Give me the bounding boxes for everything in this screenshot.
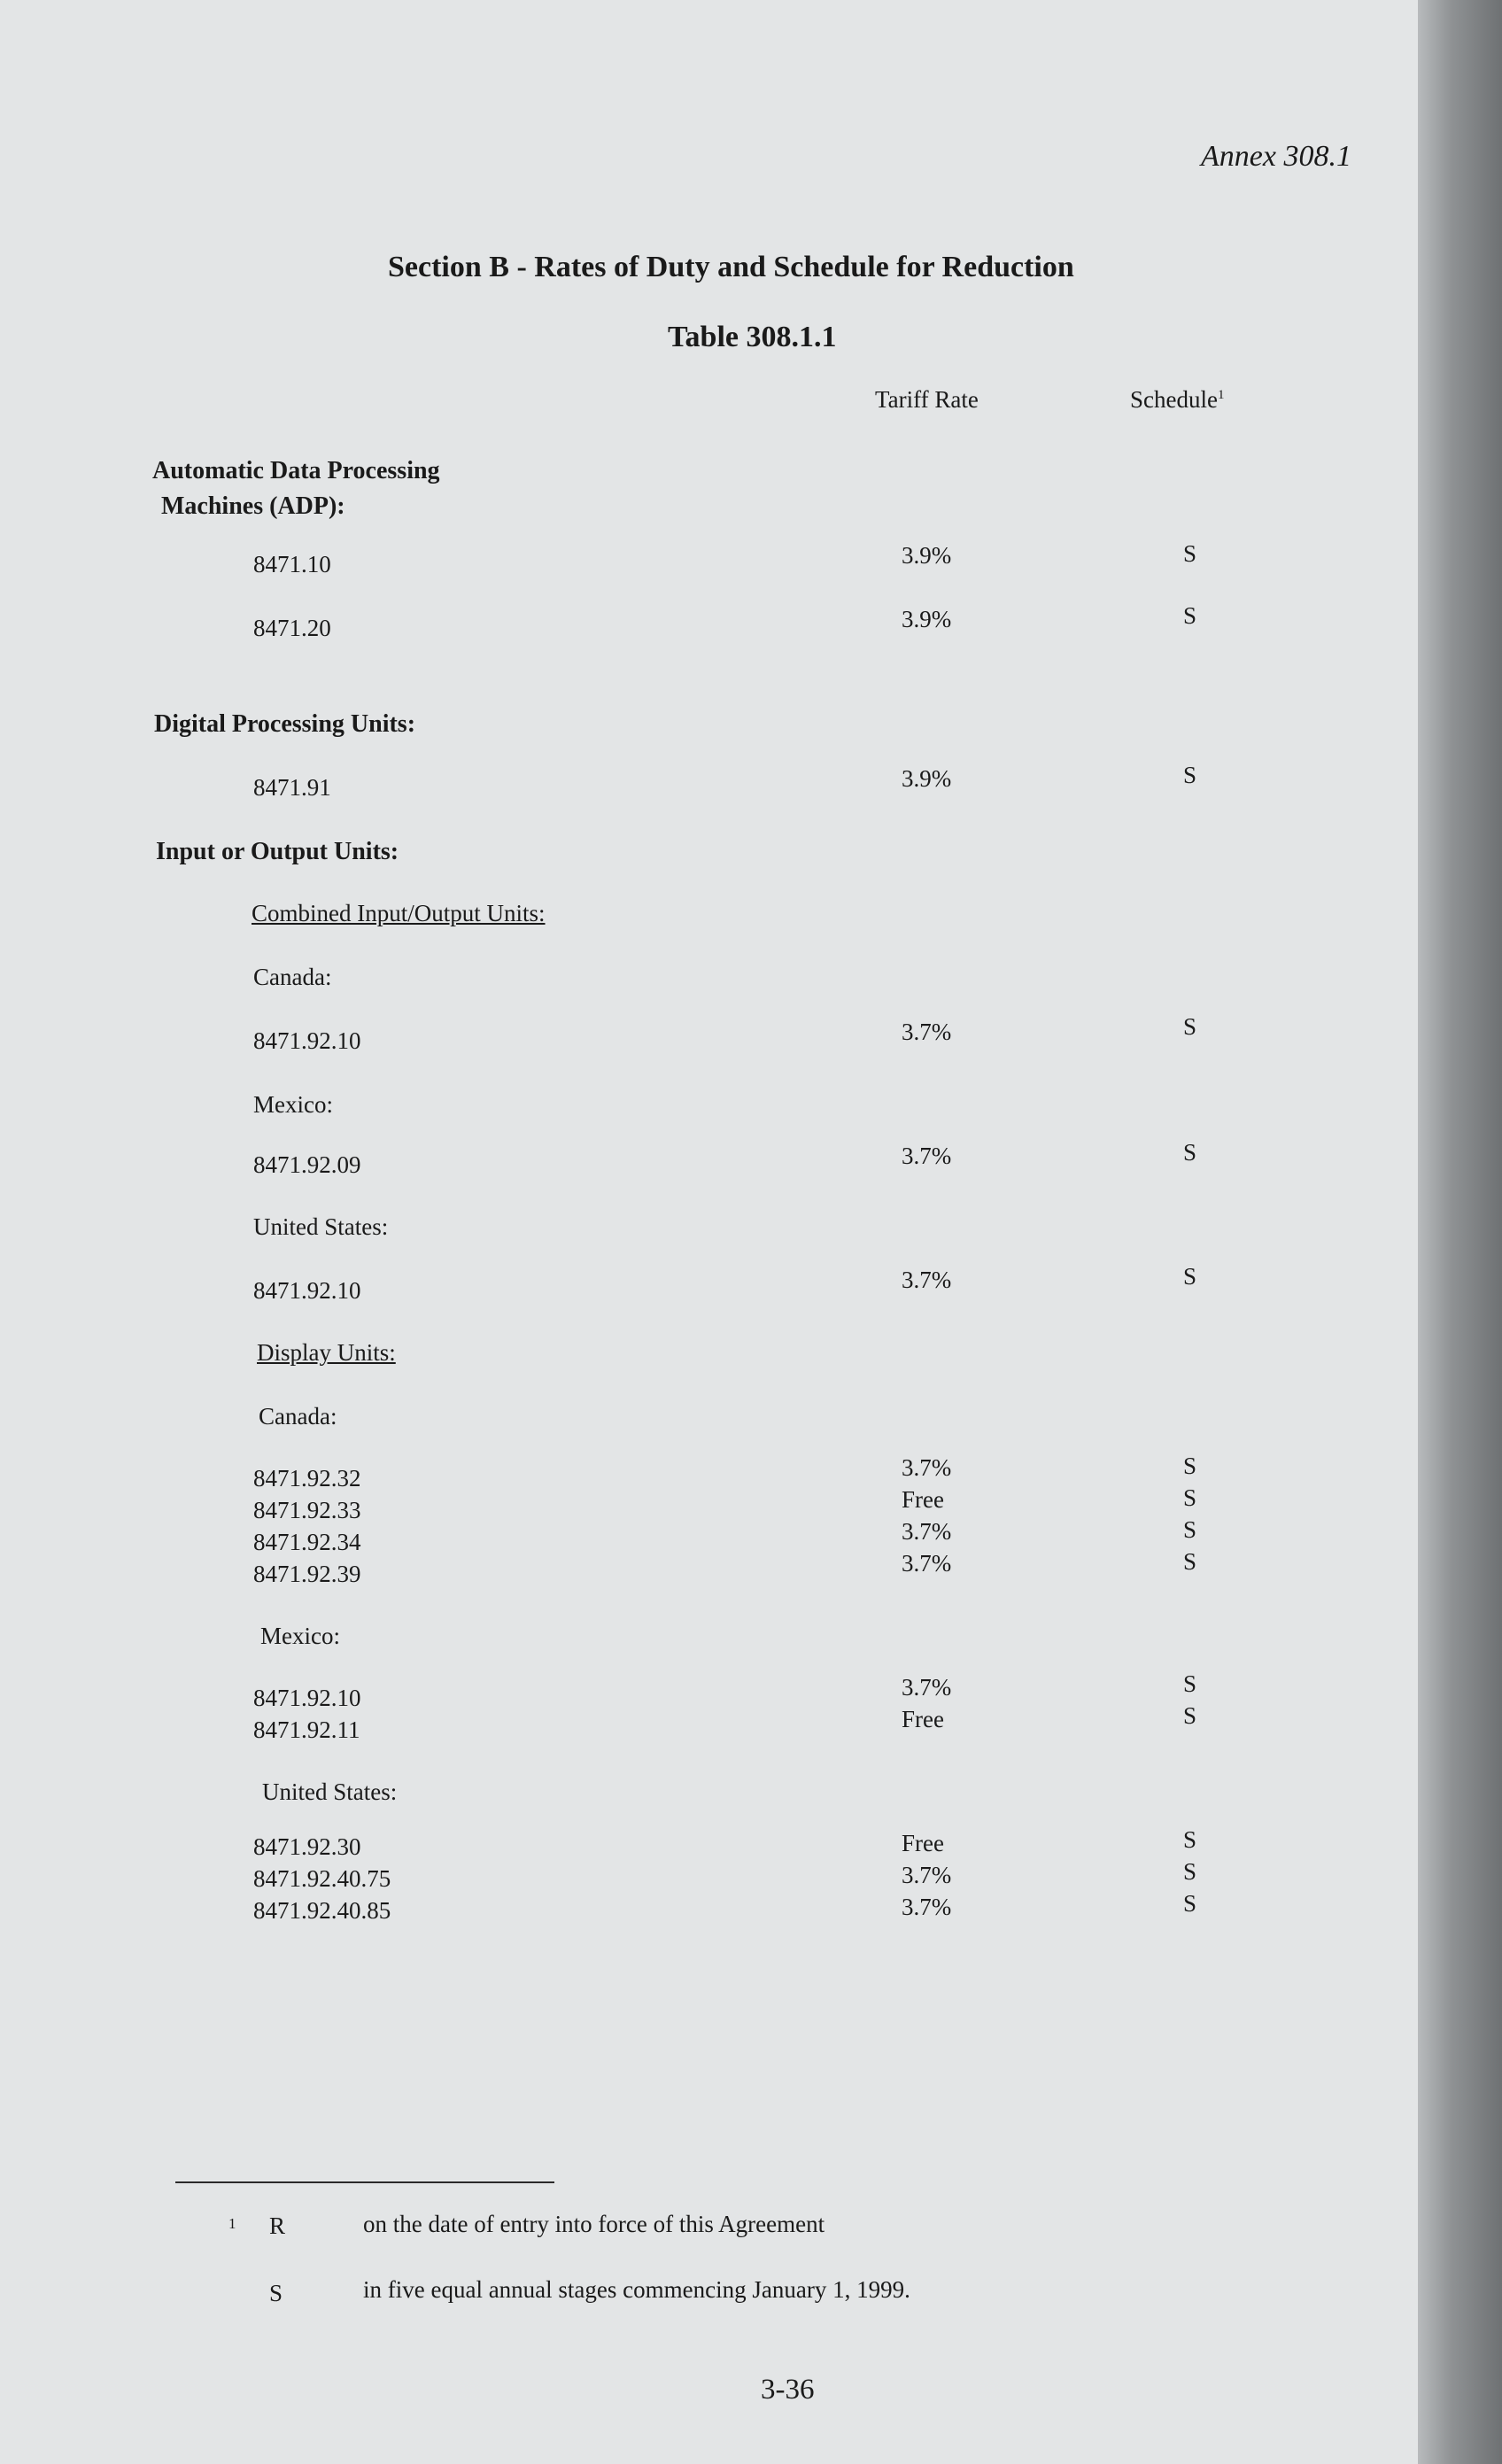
- column-header-schedule-label: Schedule: [1130, 386, 1218, 413]
- country-label-canada: Canada:: [259, 1403, 337, 1430]
- tariff-rate: 3.9%: [902, 542, 952, 569]
- category-title-adp: Automatic Data Processing: [152, 457, 440, 484]
- schedule-value: S: [1183, 1548, 1197, 1575]
- column-header-tariff-rate: Tariff Rate: [875, 386, 979, 413]
- schedule-value: S: [1183, 1516, 1197, 1543]
- table-title: Table 308.1.1: [668, 321, 837, 353]
- schedule-value: S: [1183, 1702, 1197, 1729]
- tariff-code: 8471.92.34: [253, 1529, 361, 1555]
- page-number: 3-36: [761, 2374, 815, 2406]
- annex-label: Annex 308.1: [1201, 140, 1351, 173]
- footnote-text: on the date of entry into force of this Agreement: [363, 2211, 825, 2237]
- footnote-text: in five equal annual stages commencing January 1, 1999.: [363, 2276, 910, 2303]
- tariff-rate: Free: [902, 1830, 944, 1856]
- tariff-rate: 3.9%: [902, 606, 952, 632]
- tariff-code: 8471.92.40.75: [253, 1865, 391, 1892]
- tariff-rate: 3.7%: [902, 1862, 952, 1888]
- tariff-code: 8471.92.10: [253, 1027, 361, 1054]
- schedule-value: S: [1183, 1013, 1197, 1040]
- schedule-value: S: [1183, 1139, 1197, 1166]
- tariff-rate: 3.9%: [902, 765, 952, 792]
- tariff-code: 8471.20: [253, 615, 331, 641]
- tariff-code: 8471.92.32: [253, 1465, 361, 1492]
- tariff-code: 8471.92.11: [253, 1716, 360, 1743]
- footnote-key: R: [269, 2212, 286, 2239]
- tariff-rate: 3.7%: [902, 1550, 952, 1577]
- tariff-rate: 3.7%: [902, 1143, 952, 1169]
- tariff-code: 8471.92.10: [253, 1685, 361, 1711]
- schedule-value: S: [1183, 1484, 1197, 1511]
- schedule-value: S: [1183, 1858, 1197, 1885]
- section-title: Section B - Rates of Duty and Schedule for Reduction: [388, 251, 1074, 283]
- tariff-rate: Free: [902, 1486, 944, 1513]
- schedule-value: S: [1183, 1453, 1197, 1479]
- subcategory-title-combined: Combined Input/Output Units:: [252, 900, 546, 926]
- footnote-divider: [175, 2181, 554, 2183]
- tariff-code: 8471.92.39: [253, 1561, 361, 1587]
- schedule-value: S: [1183, 1263, 1197, 1290]
- tariff-rate: 3.7%: [902, 1518, 952, 1545]
- tariff-rate: 3.7%: [902, 1894, 952, 1920]
- footnote-mark: 1: [228, 2215, 236, 2232]
- category-title-digital: Digital Processing Units:: [154, 710, 416, 738]
- schedule-value: S: [1183, 1890, 1197, 1917]
- tariff-code: 8471.92.30: [253, 1833, 361, 1860]
- tariff-code: 8471.92.09: [253, 1151, 361, 1178]
- schedule-value: S: [1183, 1826, 1197, 1853]
- page-edge-shadow: [1418, 0, 1502, 2464]
- tariff-code: 8471.92.40.85: [253, 1897, 391, 1924]
- tariff-code: 8471.91: [253, 774, 331, 801]
- subcategory-title-display: Display Units:: [257, 1339, 396, 1366]
- schedule-value: S: [1183, 762, 1197, 788]
- tariff-rate: Free: [902, 1706, 944, 1732]
- footnote-key: S: [269, 2280, 283, 2306]
- tariff-rate: 3.7%: [902, 1454, 952, 1481]
- country-label-united-states: United States:: [253, 1213, 389, 1240]
- footnote-reference: 1: [1217, 388, 1225, 402]
- tariff-code: 8471.92.33: [253, 1497, 361, 1523]
- category-title-io: Input or Output Units:: [156, 838, 399, 865]
- tariff-code: 8471.10: [253, 551, 331, 577]
- tariff-rate: 3.7%: [902, 1267, 952, 1293]
- country-label-canada: Canada:: [253, 964, 332, 990]
- column-header-schedule: [1130, 386, 1224, 414]
- tariff-rate: 3.7%: [902, 1019, 952, 1045]
- tariff-code: 8471.92.10: [253, 1277, 361, 1304]
- tariff-rate: 3.7%: [902, 1674, 952, 1701]
- category-title-adp-line2: Machines (ADP):: [161, 492, 345, 520]
- schedule-value: S: [1183, 602, 1197, 629]
- country-label-mexico: Mexico:: [253, 1091, 333, 1118]
- country-label-mexico: Mexico:: [260, 1623, 340, 1649]
- schedule-value: S: [1183, 1670, 1197, 1697]
- country-label-united-states: United States:: [262, 1778, 398, 1805]
- schedule-value: S: [1183, 540, 1197, 567]
